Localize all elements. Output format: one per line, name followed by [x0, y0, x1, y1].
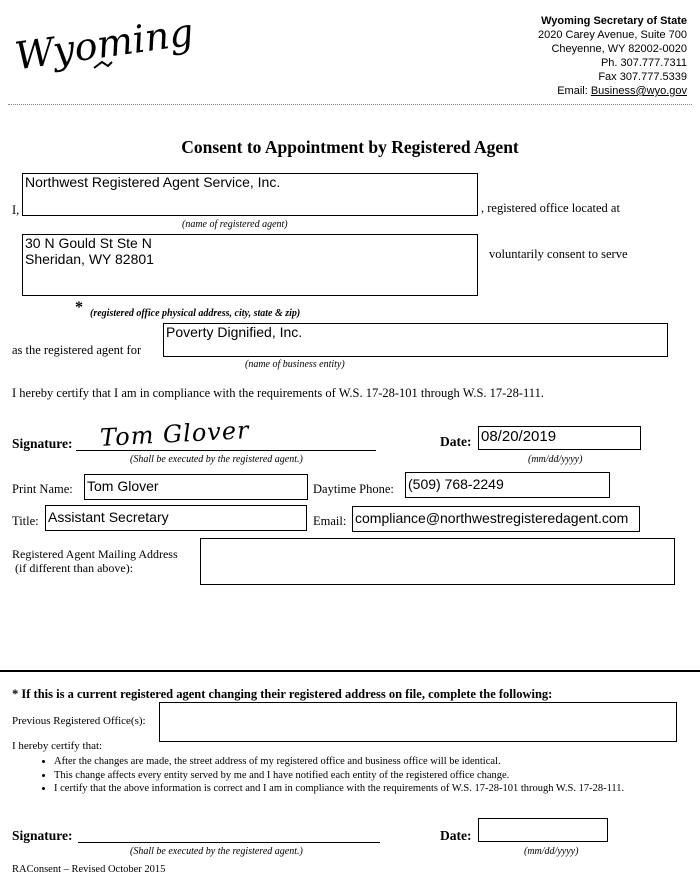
logo-wordmark: Wyoming [12, 9, 197, 79]
change-date-field[interactable] [478, 818, 608, 842]
date-caption: (mm/dd/yyyy) [528, 454, 583, 465]
prev-office-field[interactable] [159, 702, 677, 742]
agency-address-line1: 2020 Carey Avenue, Suite 700 [537, 29, 687, 41]
daytime-phone-label: Daytime Phone: [313, 482, 394, 496]
change-date-label: Date: [440, 828, 472, 843]
i-label: I, [12, 203, 20, 217]
date-field[interactable]: 08/20/2019 [478, 426, 641, 450]
compliance-certify-text: I hereby certify that I am in compliance with the requirements of W.S. 17-28-101 through W.S. 17-28-111. [12, 386, 544, 400]
agency-name: Wyoming Secretary of State [541, 15, 687, 27]
email-label: Email: [313, 514, 347, 528]
change-signature-line[interactable] [78, 842, 380, 843]
prev-office-label: Previous Registered Office(s): [12, 715, 146, 727]
signature-label: Signature: [12, 436, 73, 451]
consent-text: voluntarily consent to serve [489, 247, 628, 261]
agency-contact-block [538, 14, 687, 98]
wyoming-logo [10, 9, 197, 79]
change-signature-label: Signature: [12, 828, 73, 843]
title-field[interactable]: Assistant Secretary [45, 505, 307, 531]
change-bullet: • After the changes are made, the street address of my registered office and business office will be identical. [54, 755, 664, 769]
change-bullets-list [28, 755, 664, 796]
asterisk-marker: * [75, 299, 83, 316]
mailing-address-field[interactable] [200, 538, 675, 585]
change-bullet: • I certify that the above information is correct and I am in compliance with the requirements of W.S. 17-28-101 through W.S. 17-28-111. [54, 782, 664, 796]
change-date-caption: (mm/dd/yyyy) [524, 846, 579, 857]
daytime-phone-field[interactable]: (509) 768-2249 [405, 472, 610, 498]
business-entity-caption: (name of business entity) [245, 359, 345, 370]
date-label: Date: [440, 434, 472, 449]
agent-name-caption: (name of registered agent) [182, 219, 288, 230]
agency-fax: Fax 307.777.5339 [598, 71, 687, 83]
change-certify-intro: I hereby certify that: [12, 740, 103, 752]
form-revision: RAConsent – Revised October 2015 [12, 864, 166, 875]
agency-email-label: Email: [557, 85, 591, 97]
change-section-heading: * If this is a current registered agent changing their registered address on file, complete the following: [12, 687, 553, 701]
agency-email-link[interactable]: Business@wyo.gov [590, 85, 687, 97]
print-name-label: Print Name: [12, 482, 73, 496]
signature-caption: (Shall be executed by the registered agent.) [130, 454, 303, 465]
email-field[interactable]: compliance@northwestregisteredagent.com [352, 506, 640, 532]
change-signature-caption: (Shall be executed by the registered agent.) [130, 846, 303, 857]
mailing-address-label-line1: Registered Agent Mailing Address [12, 547, 178, 561]
mailing-address-label-line2: (if different than above): [15, 561, 134, 575]
title-label: Title: [12, 514, 39, 528]
business-entity-field[interactable]: Poverty Dignified, Inc. [163, 323, 668, 357]
signature-handwriting[interactable]: Tom Glover [99, 416, 251, 452]
as-agent-label: as the registered agent for [12, 343, 142, 357]
agency-email-row [538, 84, 687, 98]
office-address-caption: (registered office physical address, city, state & zip) [90, 308, 301, 319]
registered-office-text: , registered office located at [481, 201, 620, 215]
agent-name-field[interactable]: Northwest Registered Agent Service, Inc. [22, 173, 478, 216]
section-divider [0, 670, 700, 672]
change-bullet: • This change affects every entity served by me and I have notified each entity of the registered office change. [54, 769, 664, 783]
header-divider [8, 104, 692, 105]
print-name-field[interactable]: Tom Glover [84, 474, 308, 500]
agency-phone: Ph. 307.777.7311 [600, 57, 687, 69]
form-title: Consent to Appointment by Registered Agent [181, 137, 519, 157]
wyoming-logo-art [10, 9, 197, 79]
office-address-field[interactable]: 30 N Gould St Ste N Sheridan, WY 82801 [22, 234, 478, 296]
agency-address-line2: Cheyenne, WY 82002-0020 [551, 43, 687, 55]
